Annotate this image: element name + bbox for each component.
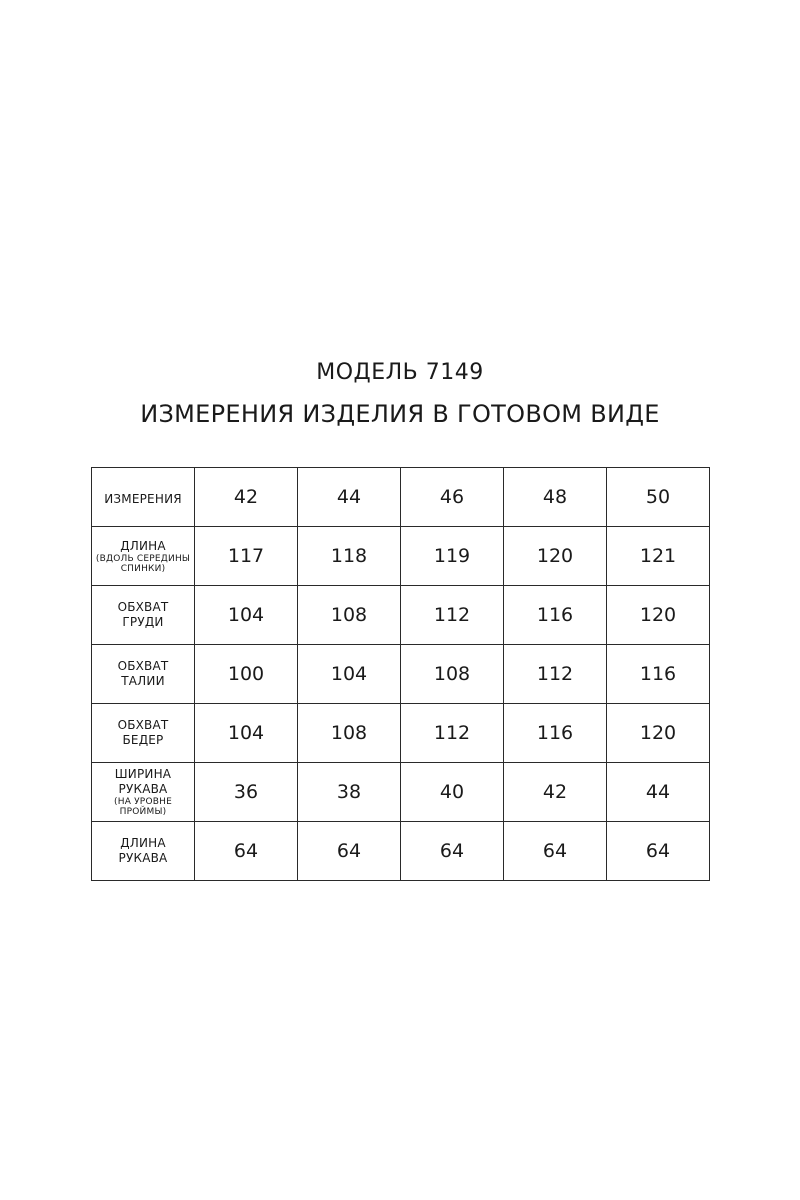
row-label-note: ПРОЙМЫ): [119, 807, 167, 817]
measurement-value: 120: [536, 545, 574, 567]
value-cell: [298, 586, 401, 645]
size-table: [91, 467, 710, 881]
measurement-value: 112: [433, 722, 471, 744]
measurement-value: 117: [227, 545, 265, 567]
model-title: МОДЕЛЬ 7149: [316, 360, 484, 385]
measurement-value: 116: [536, 604, 574, 626]
measurement-value: 64: [439, 840, 465, 862]
table-row: [92, 704, 710, 763]
measurement-value: 119: [433, 545, 471, 567]
value-cell: [298, 822, 401, 881]
value-cell: [298, 645, 401, 704]
row-label-line: ТАЛИИ: [121, 674, 165, 688]
value-cell: [195, 822, 298, 881]
measurement-value: 64: [233, 840, 259, 862]
measurement-value: 104: [227, 604, 265, 626]
measurement-value: 116: [536, 722, 574, 744]
row-label-cell: [92, 822, 195, 881]
measurement-value: 120: [639, 604, 677, 626]
measurement-value: 121: [639, 545, 677, 567]
measurement-value: 108: [330, 722, 368, 744]
row-label-line: ОБХВАТ: [117, 600, 169, 614]
measurement-value: 100: [227, 663, 265, 685]
value-cell: [298, 527, 401, 586]
row-label-line: ОБХВАТ: [117, 718, 169, 732]
measurement-value: 112: [433, 604, 471, 626]
value-cell: [607, 527, 710, 586]
row-label-line: ОБХВАТ: [117, 659, 169, 673]
measurement-value: 104: [330, 663, 368, 685]
size-header: 42: [233, 486, 259, 508]
row-label-note: СПИНКИ): [120, 563, 166, 574]
measurement-value: 116: [639, 663, 677, 685]
measurement-value: 36: [233, 781, 259, 803]
size-header-cell: [401, 468, 504, 527]
row-label-cell: [92, 763, 195, 822]
size-header: 44: [336, 486, 362, 508]
value-cell: [504, 704, 607, 763]
row-label-cell: [92, 527, 195, 586]
value-cell: [504, 645, 607, 704]
row-label-line: ДЛИНА: [120, 836, 166, 850]
measurement-value: 108: [433, 663, 471, 685]
table-row: [92, 645, 710, 704]
measurement-value: 104: [227, 722, 265, 744]
row-label-line: РУКАВА: [118, 782, 168, 796]
row-label: [92, 539, 194, 574]
measurement-value: 108: [330, 604, 368, 626]
row-label-line: ГРУДИ: [122, 615, 164, 629]
measurement-value: 118: [330, 545, 368, 567]
value-cell: [401, 527, 504, 586]
table-row: [92, 763, 710, 822]
size-header: 50: [645, 486, 671, 508]
value-cell: [298, 704, 401, 763]
value-cell: [504, 763, 607, 822]
size-header-cell: [298, 468, 401, 527]
row-label: [92, 659, 194, 689]
row-label: [92, 767, 194, 817]
table-row: [92, 822, 710, 881]
value-cell: [195, 763, 298, 822]
header-label: ИЗМЕРЕНИЯ: [104, 491, 182, 506]
value-cell: [195, 527, 298, 586]
row-label: [92, 718, 194, 748]
value-cell: [401, 822, 504, 881]
row-label: [92, 836, 194, 866]
measurement-value: 42: [542, 781, 568, 803]
document-title: ИЗМЕРЕНИЯ ИЗДЕЛИЯ В ГОТОВОМ ВИДЕ: [140, 400, 660, 428]
row-label: [92, 600, 194, 630]
row-label-note: (НА УРОВНЕ: [114, 797, 172, 807]
size-header-cell: [195, 468, 298, 527]
size-header: 48: [542, 486, 568, 508]
measurement-value: 112: [536, 663, 574, 685]
row-label-line: РУКАВА: [118, 851, 168, 865]
value-cell: [298, 763, 401, 822]
value-cell: [195, 586, 298, 645]
value-cell: [607, 586, 710, 645]
value-cell: [504, 822, 607, 881]
measurement-value: 64: [645, 840, 671, 862]
value-cell: [607, 763, 710, 822]
row-label-note: (ВДОЛЬ СЕРЕДИНЫ: [95, 553, 191, 564]
value-cell: [607, 645, 710, 704]
size-header-cell: [504, 468, 607, 527]
value-cell: [504, 586, 607, 645]
value-cell: [607, 822, 710, 881]
measurement-value: 64: [542, 840, 568, 862]
table-row: [92, 586, 710, 645]
value-cell: [195, 645, 298, 704]
row-label-line: ДЛИНА: [120, 538, 166, 553]
value-cell: [401, 586, 504, 645]
header-label-cell: [92, 468, 195, 527]
measurement-value: 120: [639, 722, 677, 744]
row-label-line: БЕДЕР: [122, 733, 164, 747]
value-cell: [401, 704, 504, 763]
row-label-cell: [92, 704, 195, 763]
measurement-value: 64: [336, 840, 362, 862]
table-row: [92, 527, 710, 586]
value-cell: [504, 527, 607, 586]
value-cell: [401, 763, 504, 822]
row-label-cell: [92, 586, 195, 645]
value-cell: [195, 704, 298, 763]
measurement-value: 40: [439, 781, 465, 803]
measurement-value: 44: [645, 781, 671, 803]
value-cell: [607, 704, 710, 763]
row-label-cell: [92, 645, 195, 704]
measurement-value: 38: [336, 781, 362, 803]
row-label-line: ШИРИНА: [114, 767, 172, 781]
table-header-row: [92, 468, 710, 527]
size-header-cell: [607, 468, 710, 527]
value-cell: [401, 645, 504, 704]
size-header: 46: [439, 486, 465, 508]
